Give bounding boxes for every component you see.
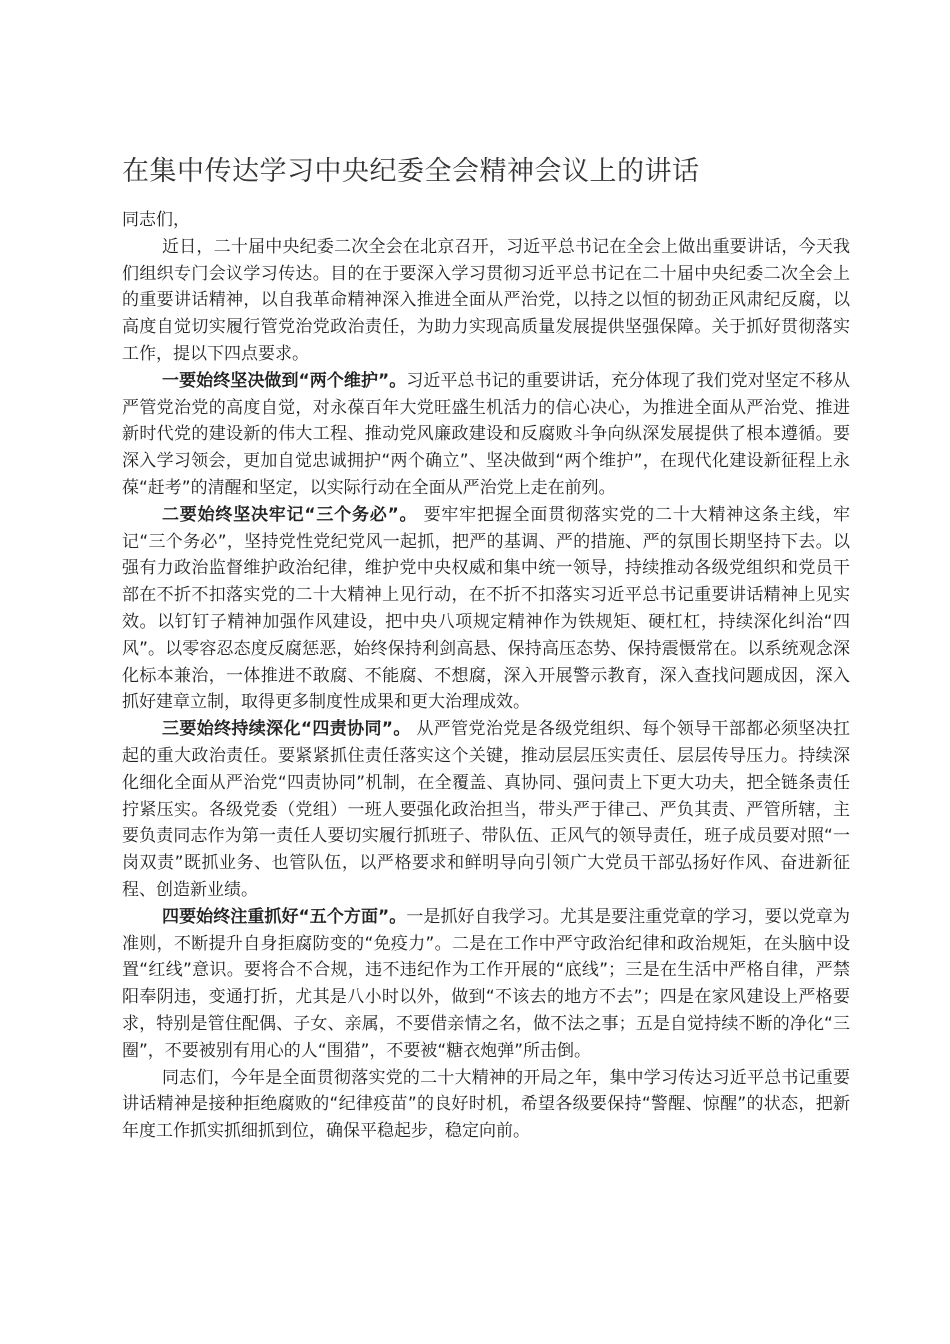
point-paragraph-1 [122, 368, 850, 502]
point-lead-3: 三要始终持续深化“四责协同”。 [162, 719, 411, 740]
point-text-3: 从严管党治党是各级党组织、每个领导干部都必须坚决扛起的重大政治责任。要紧紧抓住责任落实这个关键，推动层层压实责任、层层传导压力。持续深化细化全面从严治党“四责协同”机制，在全覆盖、真协同、强问责上下更大功夫，把全链条责任拧紧压实。各级党委（党组）一班人要强化政治担当，带头严于律己、严负其责、严管所辖，主要负责同志作为第一责任人要切实履行抓班子、带队伍、正风气的领导责任，班子成员要对照“一岗双责”既抓业务、也管队伍，以严格要求和鲜明导向引领广大党员干部弘扬好作风、奋进新征程、创造新业绩。 [122, 719, 850, 900]
document-body [122, 207, 850, 1145]
intro-paragraph: 近日，二十届中央纪委二次全会在北京召开，习近平总书记在全会上做出重要讲话，今天我们组织专门会议学习传达。目的在于要深入学习贯彻习近平总书记在二十届中央纪委二次全会上的重要讲话精神，以自我革命精神深入推进全面从严治党，以持之以恒的韧劲正风肃纪反腐，以高度自觉切实履行管党治党政治责任，为助力实现高质量发展提供坚强保障。关于抓好贯彻落实工作，提以下四点要求。 [122, 236, 850, 364]
salutation: 同志们， [122, 210, 190, 230]
point-paragraph-4 [122, 904, 850, 1065]
document-title: 在集中传达学习中央纪委全会精神会议上的讲话 [122, 156, 700, 187]
point-text-1: 习近平总书记的重要讲话，充分体现了我们党对坚定不移从严管党治党的高度自觉，对永葆百年大党旺盛生机活力的信心决心，为推进全面从严治党、推进新时代党的建设新的伟大工程、推动党风廉政建设和反腐败斗争向纵深发展提供了根本遵循。要深入学习领会，更加自觉忠诚拥护“两个确立”、坚决做到“两个维护”，在现代化建设新征程上永葆“赶考”的清醒和坚定，以实际行动在全面从严治党上走在前列。 [122, 370, 850, 498]
point-paragraph-2 [122, 502, 850, 716]
point-lead-4: 四要始终注重抓好“五个方面”。 [162, 906, 407, 927]
closing-paragraph: 同志们，今年是全面贯彻落实党的二十大精神的开局之年，集中学习传达习近平总书记重要讲话精神是接种拒绝腐败的“纪律疫苗”的良好时机，希望各级要保持“警醒、惊醒”的状态，把新年度工作抓实抓细抓到位，确保平稳起步，稳定向前。 [122, 1067, 850, 1142]
point-text-2: 要牢牢把握全面贯彻落实党的二十大精神这条主线，牢记“三个务必”，坚持党性党纪党风一起抓，把严的基调、严的措施、严的氛围长期坚持下去。以强有力政治监督维护政治纪律，维护党中央权威和集中统一领导，持续推动各级党组织和党员干部在不折不扣落实党的二十大精神上见行动，在不折不扣落实习近平总书记重要讲话精神上见实效。以钉钉子精神加强作风建设，把中央八项规定精神作为铁规矩、硬杠杠，持续深化纠治“四风”。以零容忍态度反腐惩恶，始终保持利剑高悬、保持高压态势、保持震慑常在。以系统观念深化标本兼治，一体推进不敢腐、不能腐、不想腐，深入开展警示教育，深入查找问题成因，深入抓好建章立制，取得更多制度性成果和更大治理成效。 [122, 504, 850, 713]
point-lead-1: 一要始终坚决做到“两个维护”。 [162, 370, 407, 391]
point-paragraph-3 [122, 716, 850, 904]
point-lead-2: 二要始终坚决牢记“三个务必”。 [162, 504, 418, 525]
point-text-4: 一是抓好自我学习。尤其是要注重党章的学习，要以党章为准则，不断提升自身拒腐防变的“免疫力”。二是在工作中严守政治纪律和政治规矩，在头脑中设置“红线”意识。要将合不合规，违不违纪作为工作开展的“底线”；三是在生活中严格自律，严禁阳奉阴违，变通打折，尤其是八小时以外，做到“不该去的地方不去”；四是在家风建设上严格要求，特别是管住配偶、子女、亲属，不要借亲情之名，做不法之事；五是自觉持续不断的净化“三圈”，不要被别有用心的人“围猎”，不要被“糖衣炮弹”所击倒。 [122, 906, 850, 1061]
